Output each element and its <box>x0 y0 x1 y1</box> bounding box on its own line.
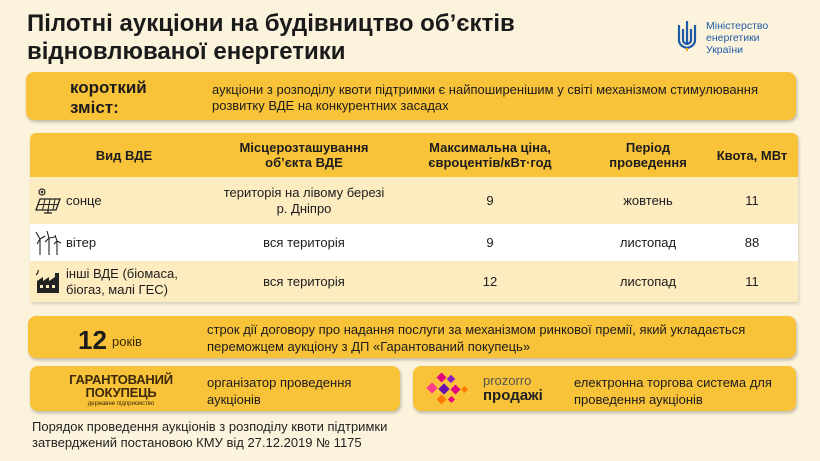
page-title: Пілотні аукціони на будівництво об’єктів відновлюваної енергетики <box>27 10 515 65</box>
platform-text: електронна торгова система для проведення аукціонів <box>574 375 772 407</box>
footer-note: Порядок проведення аукціонів з розподілу квоти підтримки затверджений постановою КМУ від 27.12.2019 № 1175 <box>32 419 388 450</box>
organizer-text: організатор проведення аукціонів <box>207 375 352 407</box>
cell-period: листопад <box>619 273 677 289</box>
cell-location: вся територія <box>263 273 345 289</box>
cell-location: територія на лівому березі р. Дніпро <box>223 184 385 216</box>
summary-label: короткий зміст: <box>70 78 147 117</box>
factory-icon <box>34 269 62 295</box>
cell-type-text: інші ВДЕ (біомаса, біогаз, малі ГЕС) <box>66 265 178 297</box>
column-header-price: Максимальна ціна, євроцентів/кВт·год <box>428 140 552 170</box>
cell-type-text: сонце <box>66 192 102 208</box>
guaranteed-buyer-logo <box>58 373 184 408</box>
ministry-logo <box>676 20 816 60</box>
cell-type <box>30 177 218 224</box>
cell-period: жовтень <box>623 192 673 208</box>
cell-location: вся територія <box>263 234 345 250</box>
cell-quota: 11 <box>745 192 759 208</box>
term-text: строк дії договору про надання послуги за механізмом ринкової премії, який укладається переможцем аукціону з ДП «Гарантований покупець» <box>207 322 746 354</box>
column-header-type: Вид ВДЕ <box>95 147 153 163</box>
table-row <box>30 224 798 261</box>
logo-line: ПОКУПЕЦЬ <box>85 385 157 400</box>
logo-line: продажі <box>483 387 543 404</box>
cell-period: листопад <box>619 234 677 250</box>
ministry-name: Міністерство енергетики України <box>706 20 769 56</box>
data-table <box>30 177 798 302</box>
cell-price: 9 <box>486 192 494 208</box>
summary-text: аукціони з розподілу квоти підтримки є найпоширенішим у світі механізмом стимулювання розвитку ВДЕ на конкурентних засадах <box>212 82 759 113</box>
cell-type <box>30 261 218 302</box>
cell-quota: 11 <box>745 273 759 289</box>
term-number: 12 <box>78 325 107 355</box>
logo-line: prozorro <box>483 373 532 388</box>
cell-price: 12 <box>482 273 498 289</box>
table-row <box>30 261 798 302</box>
cell-quota: 88 <box>744 234 760 250</box>
logo-subtitle: державне підприємство <box>87 401 155 407</box>
table-row <box>30 177 798 224</box>
cell-type-text: вітер <box>66 234 97 250</box>
trident-icon <box>676 20 698 52</box>
logo-line: ГАРАНТОВАНИЙ <box>69 372 173 387</box>
cell-price: 9 <box>486 234 494 250</box>
column-header-quota: Квота, МВт <box>716 147 788 163</box>
prozorro-dots-icon <box>424 372 474 406</box>
table-header <box>30 133 798 177</box>
term-unit: років <box>112 334 142 349</box>
prozorro-logo <box>483 374 563 404</box>
cell-type <box>30 224 218 261</box>
column-header-location: Місцерозташування об’єкта ВДЕ <box>239 140 369 170</box>
wind-turbine-icon <box>34 230 62 256</box>
solar-panel-icon <box>34 188 62 214</box>
column-header-period: Період проведення <box>609 140 687 170</box>
